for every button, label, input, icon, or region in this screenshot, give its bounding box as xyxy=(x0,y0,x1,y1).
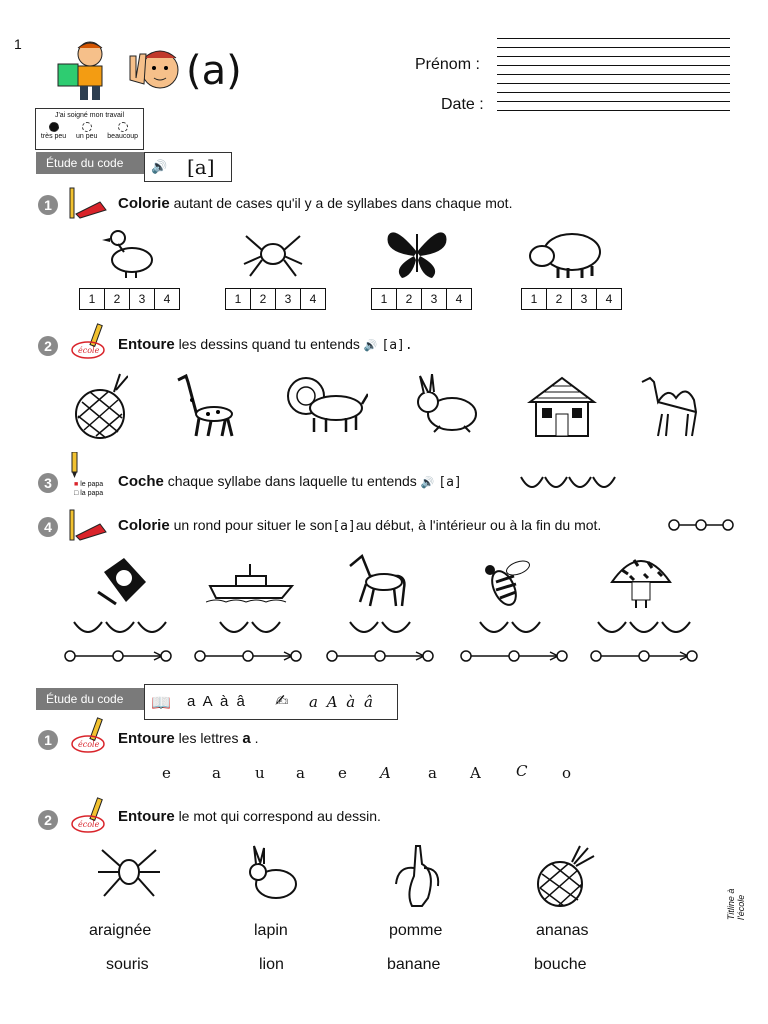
self-evaluation-option[interactable]: un peu xyxy=(76,122,97,140)
syllable-arcs[interactable] xyxy=(350,622,410,632)
coloring-pencil-icon xyxy=(66,180,112,222)
svg-text:école: école xyxy=(78,346,100,355)
position-track-icon xyxy=(668,518,734,532)
duck-icon xyxy=(100,222,160,282)
butterfly-icon xyxy=(384,224,450,282)
phoneme-label: [a] xyxy=(438,475,462,490)
instruction-verb: Coche xyxy=(118,473,164,490)
pineapple-icon xyxy=(534,844,596,908)
instruction-text: les lettres xyxy=(178,730,239,746)
book-icon: 📖 xyxy=(151,695,171,712)
phoneme-box xyxy=(144,152,232,182)
letters-box xyxy=(144,684,398,720)
exercise-number: 2 xyxy=(38,336,58,356)
letter-item[interactable]: u xyxy=(255,764,265,782)
letter-item[interactable]: A xyxy=(380,764,391,782)
phoneme-label: [a] xyxy=(332,519,356,534)
syllable-arcs[interactable] xyxy=(519,475,619,493)
word-option[interactable]: bouche xyxy=(534,956,587,973)
position-circle[interactable] xyxy=(113,651,123,661)
letter-item[interactable]: e xyxy=(162,764,171,782)
spider-icon xyxy=(240,226,306,278)
letter-item[interactable]: o xyxy=(562,764,572,782)
syllable-arcs[interactable] xyxy=(220,622,280,632)
section-banner: Étude du code xyxy=(36,688,144,710)
checkbox-icon: □ xyxy=(74,490,79,497)
position-track[interactable] xyxy=(327,651,433,661)
word-option[interactable]: banane xyxy=(387,956,441,973)
print-letters: a A à â xyxy=(187,693,247,710)
writing-hand-icon: ✍ xyxy=(275,693,289,710)
word-option[interactable]: araignée xyxy=(89,922,152,939)
instruction-text: un rond pour situer le son xyxy=(173,517,333,533)
word-option[interactable]: lion xyxy=(259,956,284,973)
camel-icon[interactable] xyxy=(636,372,706,440)
syllable-boxes[interactable]: 1 2 3 4 xyxy=(225,288,326,310)
position-circle[interactable] xyxy=(461,651,471,661)
cursive-letters: a A à â xyxy=(309,693,375,711)
ear-sound-icon: 🔊 xyxy=(420,477,435,489)
instruction-text: le mot qui correspond au dessin. xyxy=(178,808,381,824)
svg-text:école: école xyxy=(78,740,100,749)
self-evaluation-box xyxy=(35,108,144,150)
position-track[interactable] xyxy=(461,651,567,661)
self-evaluation-option[interactable]: beaucoup xyxy=(107,122,138,140)
instruction-verb: Colorie xyxy=(118,517,170,534)
umbrella-icon xyxy=(608,546,674,612)
pineapple-icon[interactable] xyxy=(70,372,128,440)
position-circle[interactable] xyxy=(375,651,385,661)
position-circle[interactable] xyxy=(591,651,601,661)
rabbit-icon xyxy=(244,844,300,902)
exercise-number: 3 xyxy=(38,473,58,493)
phoneme-label: [a]. xyxy=(381,338,413,353)
child-drawing-icon xyxy=(52,38,124,104)
exercise-number: 2 xyxy=(38,810,58,830)
syllable-arcs[interactable] xyxy=(598,622,690,632)
letter-item[interactable]: A xyxy=(470,764,481,782)
syllable-arcs[interactable] xyxy=(74,622,166,632)
position-circle[interactable] xyxy=(687,651,697,661)
word-option[interactable]: lapin xyxy=(254,922,288,939)
bee-icon xyxy=(474,552,538,608)
exercise-number: 1 xyxy=(38,195,58,215)
position-circle[interactable] xyxy=(243,651,253,661)
self-evaluation-option[interactable]: très peu xyxy=(41,122,66,140)
word-option[interactable]: pomme xyxy=(389,922,443,939)
svg-text:école: école xyxy=(78,820,100,829)
position-circle[interactable] xyxy=(65,651,75,661)
pencil-icon xyxy=(68,452,82,478)
giraffe-icon[interactable] xyxy=(170,372,240,438)
ear-sound-icon: 🔊 xyxy=(151,159,168,174)
position-track[interactable] xyxy=(195,651,301,661)
horse-icon xyxy=(344,552,410,608)
exercise-number: 4 xyxy=(38,517,58,537)
instruction-text: les dessins quand tu entends xyxy=(178,336,360,352)
first-name-label: Prénom : xyxy=(415,56,480,73)
banana-icon xyxy=(392,844,442,908)
hippo-icon xyxy=(528,228,604,280)
letter-item[interactable]: a xyxy=(212,764,221,782)
check-mark-icon: ■ xyxy=(74,481,79,488)
word-option[interactable]: ananas xyxy=(536,922,589,939)
position-circle[interactable] xyxy=(509,651,519,661)
instruction-text: chaque syllabe dans laquelle tu entends xyxy=(167,473,417,489)
position-circle[interactable] xyxy=(291,651,301,661)
word-option[interactable]: souris xyxy=(106,956,149,973)
position-exercises xyxy=(0,620,768,670)
target-letter: a xyxy=(242,730,251,747)
instruction-text: autant de cases qu'il y a de syllabes dans chaque mot. xyxy=(173,195,513,211)
exercise-number: 1 xyxy=(38,730,58,750)
letter-item[interactable]: C xyxy=(516,762,528,780)
instruction-verb: Entoure xyxy=(118,808,175,825)
position-circle[interactable] xyxy=(423,651,433,661)
spider-icon xyxy=(96,844,162,900)
instruction-text: au début, à l'intérieur ou à la fin du mot. xyxy=(355,517,602,533)
syllable-arcs[interactable] xyxy=(480,622,540,632)
school-pencil-icon xyxy=(66,716,112,756)
tape-dispenser-icon xyxy=(94,552,150,608)
instruction-verb: Entoure xyxy=(118,730,175,747)
letter-item[interactable]: a xyxy=(296,764,305,782)
instruction-verb: Entoure xyxy=(118,336,175,353)
letter-item[interactable]: e xyxy=(338,764,347,782)
sound-title: (a) xyxy=(186,48,242,94)
page-number: 1 xyxy=(14,36,22,52)
phoneme-label: [a] xyxy=(187,155,215,179)
syllable-boxes[interactable]: 1 2 3 4 xyxy=(79,288,180,310)
position-circle[interactable] xyxy=(557,651,567,661)
position-circle[interactable] xyxy=(161,651,171,661)
school-pencil-icon xyxy=(66,322,112,362)
checkbox-example: ■ le papa □ la papa xyxy=(74,481,104,497)
author-signature: Titline à l'école xyxy=(726,888,746,920)
face-icon xyxy=(82,122,92,132)
syllable-boxes[interactable]: 1 2 3 4 xyxy=(521,288,622,310)
instruction-verb: Colorie xyxy=(118,195,170,212)
lion-icon[interactable] xyxy=(284,374,368,436)
self-evaluation-title: J'ai soigné mon travail xyxy=(54,112,125,119)
face-icon xyxy=(118,122,128,132)
face-icon xyxy=(49,122,59,132)
boat-icon xyxy=(206,560,296,604)
position-circle[interactable] xyxy=(639,651,649,661)
letter-item[interactable]: a xyxy=(428,764,437,782)
school-pencil-icon xyxy=(66,796,112,836)
rabbit-icon[interactable] xyxy=(410,374,480,434)
position-circle[interactable] xyxy=(327,651,337,661)
date-label: Date : xyxy=(441,96,484,113)
section-banner: Étude du code xyxy=(36,152,144,174)
position-track[interactable] xyxy=(591,651,697,661)
position-circle[interactable] xyxy=(195,651,205,661)
coloring-pencil-icon xyxy=(66,502,112,544)
child-ear-icon xyxy=(126,44,182,96)
house-icon[interactable] xyxy=(526,374,598,440)
syllable-boxes[interactable]: 1 2 3 4 xyxy=(371,288,472,310)
position-track[interactable] xyxy=(65,651,171,661)
ear-sound-icon: 🔊 xyxy=(363,340,378,352)
